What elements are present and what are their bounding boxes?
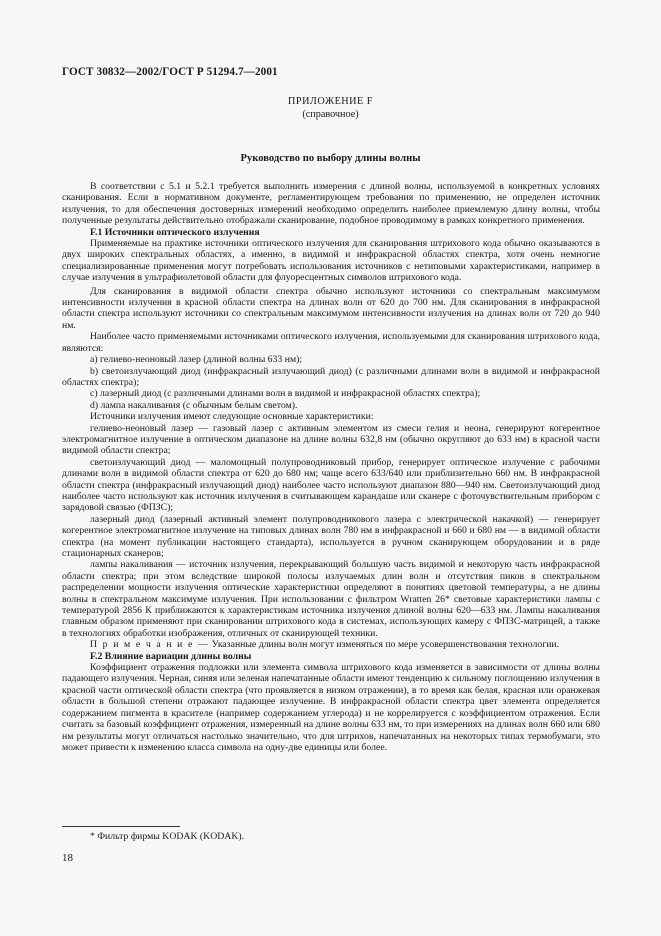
footnote: * Фильтр фирмы KODAK (KODAK). <box>90 831 245 842</box>
paragraph-f1-7: лазерный диод (лазерный активный элемент полупроводникового лазера с электрической накачкой) — генерирует когерентное электромагнитное излучение на типовых длинах волн 780 нм в инфракрасной и 660 и 680 нм — в видимой области спектра (на момент публикации настоящего стандарта), используется в ручном сканирующем оборудовании и в ряде стационарных сканеров; <box>62 513 600 559</box>
paragraph-f1-2: Для сканирования в видимой области спектра обычно используют источники со спектральным максимумом интенсивности излучения в красной области спектра на длинах волн от 620 до 700 нм. Для сканирования в инфракрасной области спектра используют источники со спектральным максимумом интенсивности излучения на длинах волн от 720 до 940 нм. <box>62 285 600 331</box>
heading-f2: F.2 Влияние вариации длины волны <box>90 650 252 662</box>
list-item-c: c) лазерный диод (с различными длинами волн в видимой и инфракрасной областях спектра); <box>90 388 481 400</box>
paragraph-f1-5: гелиево-неоновый лазер — газовый лазер с активным элементом из смеси гелия и неона, генерируют когерентное электромагнитное излучение в оптическом диапазоне на длине волны 632,8 нм (обычно округляют до 633 нм) в красной части видимой области спектра; <box>62 422 600 457</box>
paragraph-f1-4: Источники излучения имеют следующие основные характеристики: <box>90 411 374 423</box>
list-item-d: d) лампа накаливания (с обычным белым светом). <box>90 399 298 411</box>
note-label: П р и м е ч а н и е — <box>90 639 210 651</box>
paragraph-f1-8: лампы накаливания — источник излучения, перекрывающий большую часть видимой и некоторую часть инфракрасной области спектра; при этом вследствие широкой полосы излучаемых длин волн и отсутствия пиков в спектральном распределении мощности излучения оптические характеристики определяют в понятиях цветовой температуры, а не длины волны в спектральном максимуме излучения. При использовании с фильтром Wratten 26* световые характеристики лампы с температурой 2856 К приближаются к характеристикам источника излучения длиной волны 620—633 нм. Лампы накаливания главным образом применяют при сканировании штрихового кода в системах, использующих камеру с ФПЗС-матрицей, а также в технологиях обработки изображения, отличных от сканирующей техники. <box>62 559 600 639</box>
annex-heading <box>0 96 661 121</box>
paragraph-f2-1: Коэффициент отражения подложки или элемента символа штрихового кода изменяется в зависимости от длины волны падающего излучения. Черная, синяя или зеленая напечатанные области имеют тенденцию к сильному поглощению излучения в красной части оптической области спектра (что проявляется в низком отражении), в то время как белая, красная или оранжевая области в большой степени отражают падающее излучение. В инфракрасной области спектра цвет элемента определяется содержанием пигмента в красителе (например содержанием углерода) и не коррелируется с коэффициентом отражения. Если считать за базовый коэффициент отражения, измеренный на длине волны 633 нм, то при измерениях на длинах волн 660 или 680 нм результаты могут отличаться настолько значительно, что для штрихов, напечатанных на некоторых типах термобумаги, это может привести к изменению класса символа на одну-две единицы или более. <box>62 662 600 753</box>
heading-f1: F.1 Источники оптического излучения <box>90 226 260 238</box>
list-item-b: b) светоизлучающий диод (инфракрасный излучающий диод) (с различными длинами волн в видимой и инфракрасной областях спектра); <box>62 365 600 388</box>
paragraph-f1-6: светоизлучающий диод — маломощный полупроводниковый прибор, генерирует оптическое излучение с рабочими длинами волн в видимой области спектра от 620 до 680 нм; чаще всего 633/640 или приблизительно 660 нм. В инфракрасной области спектра (инфракрасный излучающий диод) наиболее часто используют диапазон 880—940 нм. Светоизлучающий диод наиболее часто используют как источник излучения в считывающем карандаше или сканере с фоточувствительным прибором с зарядовой связью (ФПЗС); <box>62 456 600 514</box>
running-header: ГОСТ 30832—2002/ГОСТ Р 51294.7—2001 <box>62 66 278 78</box>
paragraph-f1-1: Применяемые на практике источники оптического излучения для сканирования штрихового кода обычно оказываются в двух широких спектральных областях, а именно, в видимой и инфракрасной областях спектра, хотя очень немногие специализированные применения могут потребовать использования источников с нетиповыми характеристиками, например в случае излучения в ультрафиолетовой области для флуоресцентных символов штрихового кода. <box>62 238 600 284</box>
page-number: 18 <box>62 852 73 864</box>
annex-subtitle: (справочное) <box>302 108 359 120</box>
paragraph-intro: В соответствии с 5.1 и 5.2.1 требуется выполнить измерения с длиной волны, используемой в конкретных условиях сканирования. Если в нормативном документе, регламентирующем требования по применению, не определен источник излучения, то для обеспечения достоверных измерений необходимо определить наиболее приемлемую длину волны, чтобы полученные результаты действительно отображали сканирование, подобное проводимому в рамках конкретного применения. <box>62 181 600 227</box>
footnote-rule <box>62 826 180 827</box>
annex-title: ПРИЛОЖЕНИЕ F <box>288 96 373 107</box>
paragraph-f1-3: Наиболее часто применяемыми источниками оптического излучения, используемыми для сканирования штрихового кода, являются: <box>62 331 600 354</box>
body-text <box>62 181 600 753</box>
note-text: Указанные длины волн могут изменяться по мере усовершенствования технологии. <box>209 639 560 651</box>
list-item-a: a) гелиево-неоновый лазер (длиной волны 633 нм); <box>90 354 303 366</box>
section-title: Руководство по выбору длины волны <box>240 153 421 164</box>
note <box>62 639 600 650</box>
